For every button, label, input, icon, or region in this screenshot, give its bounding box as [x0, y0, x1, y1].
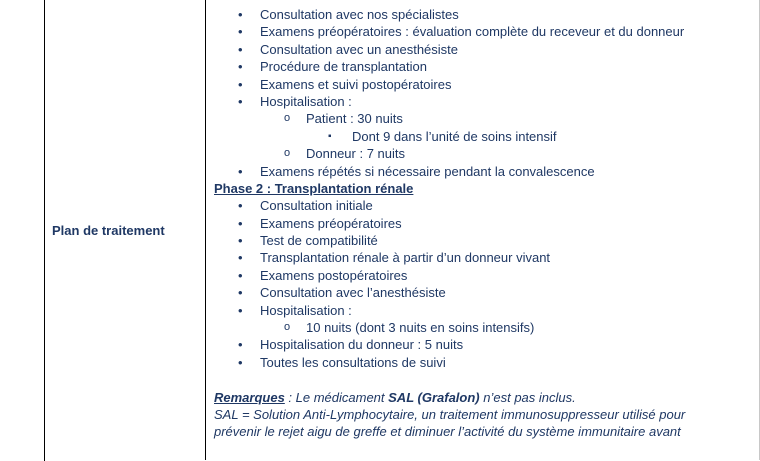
list-item: • Hospitalisation : — [214, 93, 754, 110]
treatment-content — [214, 6, 754, 441]
list-item: • Test de compatibilité — [214, 232, 754, 249]
remarques-text-end: n’est pas inclus. — [479, 389, 576, 405]
list-item: • Examens et suivi postopératoires — [214, 76, 754, 93]
list-item: • Transplantation rénale à partir d’un donneur vivant — [214, 249, 754, 266]
sub-list-item: o 10 nuits (dont 3 nuits en soins intensifs) — [214, 319, 754, 336]
list-item: • Examens répétés si nécessaire pendant la convalescence — [214, 163, 754, 180]
phase2-title: Phase 2 : Transplantation rénale — [214, 180, 414, 196]
sub-list-item: o Donneur : 7 nuits — [214, 145, 754, 162]
remarques-line — [214, 389, 754, 406]
sub-list-item: o Patient : 30 nuits — [214, 110, 754, 127]
list-item: • Toutes les consultations de suivi — [214, 354, 754, 371]
sub-sub-list-item: ▪ Dont 9 dans l’unité de soins intensif — [214, 128, 754, 145]
remarques-drug: SAL (Grafalon) — [388, 389, 480, 405]
list-item: • Consultation avec l’anesthésiste — [214, 284, 754, 301]
row-label: Plan de traitement — [52, 223, 165, 238]
list-item: • Consultation avec un anesthésiste — [214, 41, 754, 58]
spacer — [214, 371, 754, 388]
remarques-line-3: prévenir le rejet aigu de greffe et diminuer l’activité du système immunitaire avant — [214, 424, 681, 440]
list-item: • Consultation initiale — [214, 197, 754, 214]
list-item: • Examens postopératoires — [214, 267, 754, 284]
list-item: • Examens préopératoires : évaluation complète du receveur et du donneur — [214, 23, 754, 40]
list-item: • Hospitalisation du donneur : 5 nuits — [214, 336, 754, 353]
remarques-line-2: SAL = Solution Anti-Lymphocytaire, un traitement immunosuppresseur utilisé pour — [214, 406, 686, 422]
remarques-text: : Le médicament — [284, 389, 389, 405]
list-item: • Examens préopératoires — [214, 215, 754, 232]
list-item: • Procédure de transplantation — [214, 58, 754, 75]
list-item: • Hospitalisation : — [214, 302, 754, 319]
list-item: • Consultation avec nos spécialistes — [214, 6, 754, 23]
column-divider — [205, 0, 206, 460]
remarques-title: Remarques — [214, 389, 285, 405]
